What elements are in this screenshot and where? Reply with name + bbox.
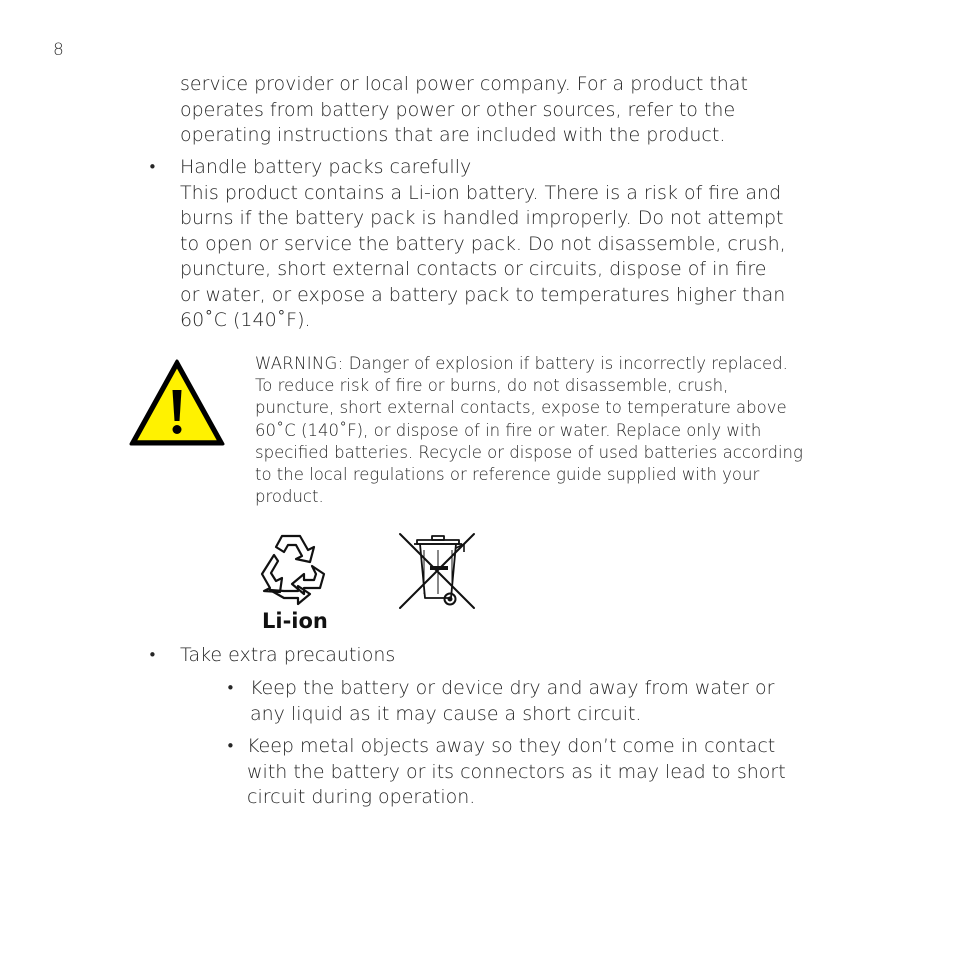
warning-first-line xyxy=(255,353,865,375)
warning-line: product. xyxy=(255,487,324,507)
warning-line: specified batteries. Recycle or dispose of used batteries according xyxy=(255,442,803,462)
battery-heading: Handle battery packs carefully xyxy=(180,156,472,178)
warning-first-line-text: Danger of explosion if battery is incorrectly replaced. xyxy=(343,354,788,373)
warning-line: 60˚C (140˚F), or dispose of in fire or water. Replace only with xyxy=(255,420,762,440)
intro-line: operates from battery power or other sources, refer to the xyxy=(180,98,736,121)
bullet-dot: • xyxy=(148,158,157,176)
precaution-line: with the battery or its connectors as it may lead to short xyxy=(247,760,786,783)
recycle-li-ion-icon xyxy=(252,530,336,634)
precaution-line: Keep the battery or device dry and away from water or xyxy=(250,677,775,699)
warning-line: to the local regulations or reference guide supplied with your xyxy=(255,465,760,485)
precaution-item xyxy=(247,734,847,811)
battery-line: or water, or expose a battery pack to temperatures higher than xyxy=(180,283,786,306)
intro-line: operating instructions that are included with the product. xyxy=(180,124,726,146)
warning-triangle-icon xyxy=(128,358,226,448)
battery-line: puncture, short external contacts or circuits, dispose of in fire xyxy=(180,258,767,280)
precaution-line: circuit during operation. xyxy=(247,786,476,808)
recycle-label: Li-ion xyxy=(262,609,328,633)
battery-line: This product contains a Li-ion battery. There is a risk of fire and xyxy=(180,181,782,204)
intro-paragraph xyxy=(180,72,860,149)
warning-line: puncture, short external contacts, expose to temperature above xyxy=(255,398,787,418)
warning-label: WARNING: xyxy=(255,354,344,373)
page-number: 8 xyxy=(53,40,65,60)
battery-line: 60˚C (140˚F). xyxy=(180,309,311,331)
intro-line: service provider or local power company. For a product that xyxy=(180,73,748,95)
bullet-dot: • xyxy=(148,646,157,664)
battery-line: burns if the battery pack is handled improperly. Do not attempt xyxy=(180,207,784,229)
warning-text xyxy=(255,353,865,508)
precaution-item xyxy=(250,676,850,727)
sub-bullet-dot: • xyxy=(226,679,235,697)
warning-line: To reduce risk of fire or burns, do not disassemble, crush, xyxy=(255,376,729,396)
crossed-out-bin-icon xyxy=(398,532,476,612)
sub-bullet-dot: • xyxy=(226,737,235,755)
precautions-heading xyxy=(180,643,860,669)
battery-line: to open or service the battery pack. Do not disassemble, crush, xyxy=(180,232,786,255)
battery-section xyxy=(180,155,860,334)
precautions-heading-text: Take extra precautions xyxy=(180,644,396,666)
precaution-line: any liquid as it may cause a short circuit. xyxy=(250,702,642,725)
precaution-line: Keep metal objects away so they don’t come in contact xyxy=(247,735,776,757)
